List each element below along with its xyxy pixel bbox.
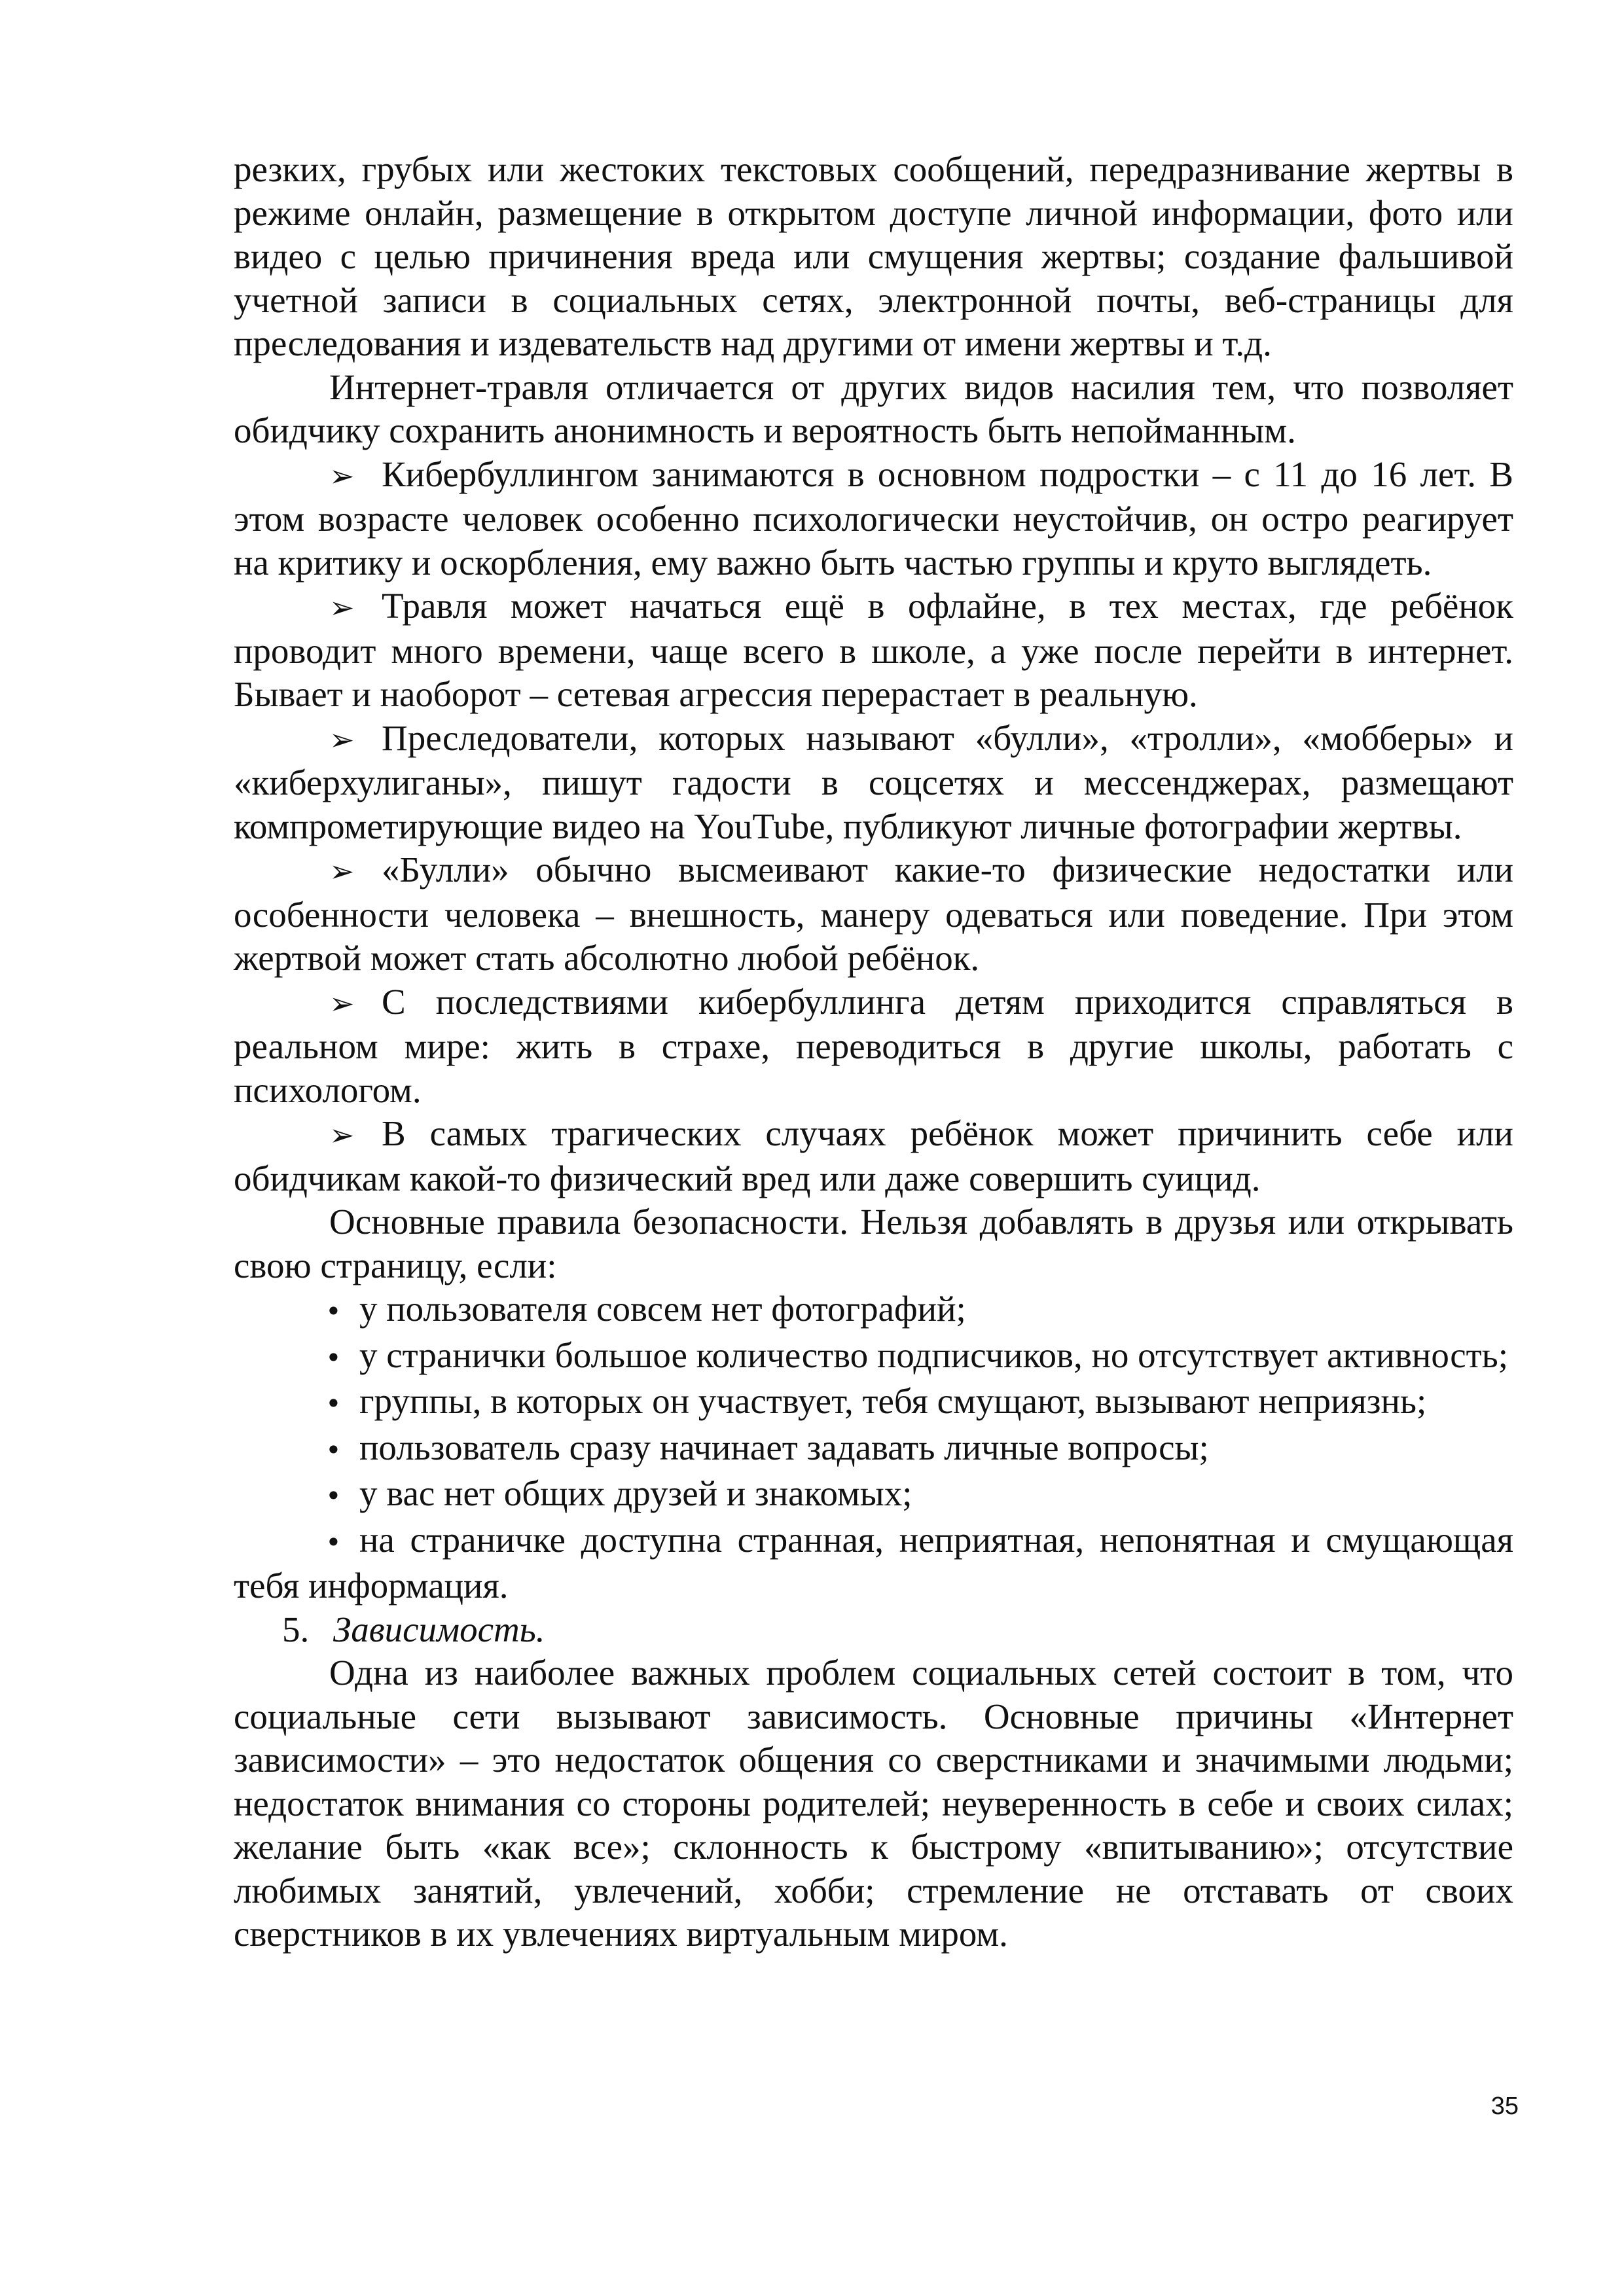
bullet-list-item-text: пользователь сразу начинает задавать личные вопросы;	[359, 1427, 1209, 1467]
bullet-list-item-text: на страничке доступна странная, неприятная, непонятная и смущающая тебя информация.	[234, 1519, 1513, 1605]
arrow-list-item-text: С последствиями кибербуллинга детям приходится справляться в реальном мире: жить в страхе, переводиться в другие школы, работать с психологом.	[234, 981, 1513, 1110]
bullet-list-item-text: у вас нет общих друзей и знакомых;	[359, 1473, 912, 1513]
arrow-list-item-text: «Булли» обычно высмеивают какие-то физические недостатки или особенности человека – внешность, манеру одеваться или поведение. При этом жертвой может стать абсолютно любой ребёнок.	[234, 850, 1513, 978]
arrow-list-item	[234, 453, 1513, 585]
arrow-bullet-icon: ➢	[329, 1117, 355, 1153]
bullet-dot-icon: •	[325, 1341, 342, 1374]
arrow-bullet-icon: ➢	[329, 985, 355, 1021]
bullet-list-item	[234, 1287, 1513, 1334]
section-number: 5.	[282, 1609, 310, 1649]
arrow-list-item-text: Кибербуллингом занимаются в основном подростки – с 11 до 16 лет. В этом возрасте человек особенно психологически неустойчив, он остро реагирует на критику и оскорбления, ему важно быть частью группы и круто выглядеть.	[234, 454, 1513, 583]
bullet-dot-icon: •	[325, 1295, 342, 1327]
arrow-bullet-icon: ➢	[329, 853, 355, 889]
arrow-list-item-text: Травля может начаться ещё в офлайне, в тех местах, где ребёнок проводит много времени, чаще всего в школе, а уже после перейти в интернет. Бывает и наоборот – сетевая агрессия перерастает в реальную.	[234, 586, 1513, 714]
paragraph-continuation: резких, грубых или жестоких текстовых сообщений, передразнивание жертвы в режиме онлайн, размещение в открытом доступе личной информации, фото или видео с целью причинения вреда или смущения жертвы; создание фальшивой учетной записи в социальных сетях, электронной почты, веб-страницы для преследования и издевательств над другими от имени жертвы и т.д.	[234, 149, 1513, 363]
bullet-dot-icon: •	[325, 1480, 342, 1512]
bullet-list-item	[234, 1334, 1513, 1380]
bullet-list-item	[234, 1380, 1513, 1426]
bullet-list-item-text: у пользователя совсем нет фотографий;	[359, 1289, 966, 1329]
bullet-list-item-text: у странички большое количество подписчиков, но отсутствует активность;	[359, 1335, 1509, 1375]
bullet-dot-icon: •	[325, 1388, 342, 1420]
arrow-list-item	[234, 584, 1513, 717]
paragraph-safety-rules: Основные правила безопасности. Нельзя добавлять в друзья или открывать свою страницу, если:	[234, 1202, 1513, 1285]
section-title: Зависимость.	[333, 1609, 545, 1649]
bullet-list-item	[234, 1426, 1513, 1473]
paragraph-addiction: Одна из наиболее важных проблем социальных сетей состоит в том, что социальные сети вызывают зависимость. Основные причины «Интернет зависимости» – это недостаток общения со сверстниками и значимыми людьми; недостаток внимания со стороны родителей; неуверенность в себе и своих силах; желание быть «как все»; склонность к быстрому «впитыванию»; отсутствие любимых занятий, увлечений, хобби; стремление не отставать от своих сверстников в их увлечениях виртуальным миром.	[234, 1653, 1513, 1954]
bullet-dot-icon: •	[325, 1526, 342, 1558]
bullet-list-item	[234, 1472, 1513, 1518]
arrow-bullet-icon: ➢	[329, 457, 355, 493]
paragraph-internet-bullying: Интернет-травля отличается от других видов насилия тем, что позволяет обидчику сохранить анонимность и вероятность быть непойманным.	[234, 367, 1513, 450]
section-heading	[234, 1608, 1513, 1652]
arrow-list-item-text: Преследователи, которых называют «булли», «тролли», «мобберы» и «киберхулиганы», пишут гадости в соцсетях и мессенджерах, размещают компрометирующие видео на YouTube, публикуют личные фотографии жертвы.	[234, 717, 1513, 846]
arrow-list-item	[234, 848, 1513, 980]
arrow-list-item	[234, 1112, 1513, 1200]
bullet-dot-icon: •	[325, 1433, 342, 1466]
body-text	[234, 148, 1513, 1956]
arrow-list-item	[234, 980, 1513, 1113]
arrow-list-item-text: В самых трагических случаях ребёнок может причинить себе или обидчикам какой-то физический вред или даже совершить суицид.	[234, 1113, 1513, 1198]
arrow-bullet-icon: ➢	[329, 590, 355, 625]
bullet-list-item	[234, 1518, 1513, 1608]
arrow-bullet-icon: ➢	[329, 721, 355, 757]
bullet-list-item-text: группы, в которых он участвует, тебя смущают, вызывают неприязнь;	[359, 1381, 1427, 1421]
arrow-list-item	[234, 717, 1513, 849]
page-number: 35	[1490, 2092, 1519, 2120]
